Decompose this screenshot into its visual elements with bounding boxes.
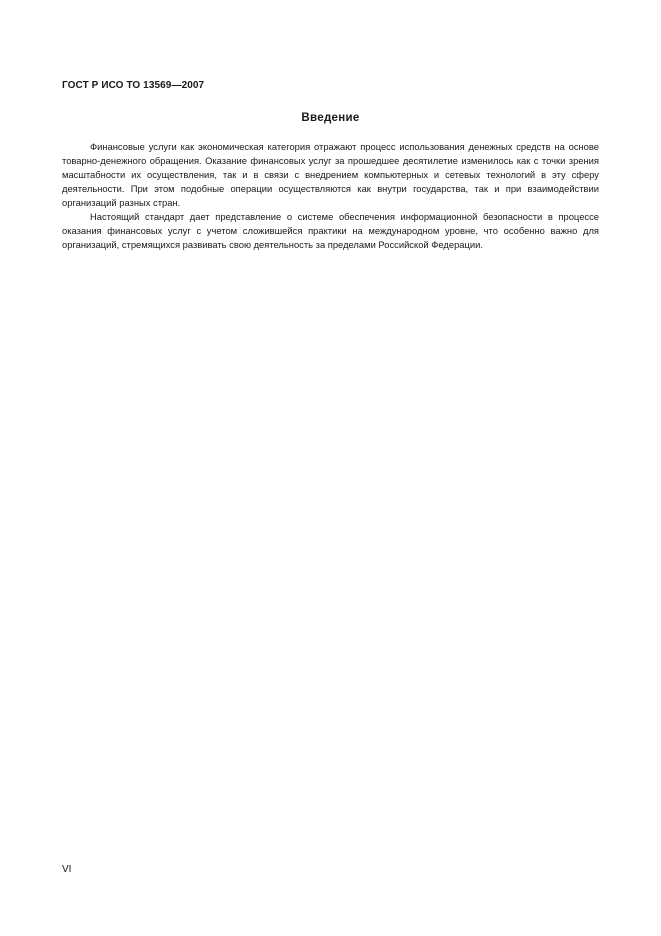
document-code-header: ГОСТ Р ИСО ТО 13569—2007 bbox=[62, 80, 205, 91]
section-body bbox=[62, 140, 599, 252]
section-title: Введение bbox=[301, 112, 360, 124]
paragraph-2: Настоящий стандарт дает представление о системе обеспечения информационной безопасности в процессе оказания финансовых услуг с учетом сложившейся практики на международном уровне, что особенно важно для организаций, стремящихся развивать свою деятельность за пределами Российской Федерации. bbox=[62, 211, 599, 250]
page-number: VI bbox=[62, 864, 72, 875]
paragraph-1: Финансовые услуги как экономическая категория отражают процесс использования денежных средств на основе товарно-денежного обращения. Оказание финансовых услуг за прошедшее десятилетие изменилось как с точки зрения масштабности их осуществления, так и в связи с внедрением компьютерных и сетевых технологий в эту сферу деятельности. При этом подобные операции осуществляются как внутри государства, так и при взаимодействии организаций разных стран. bbox=[62, 141, 599, 208]
